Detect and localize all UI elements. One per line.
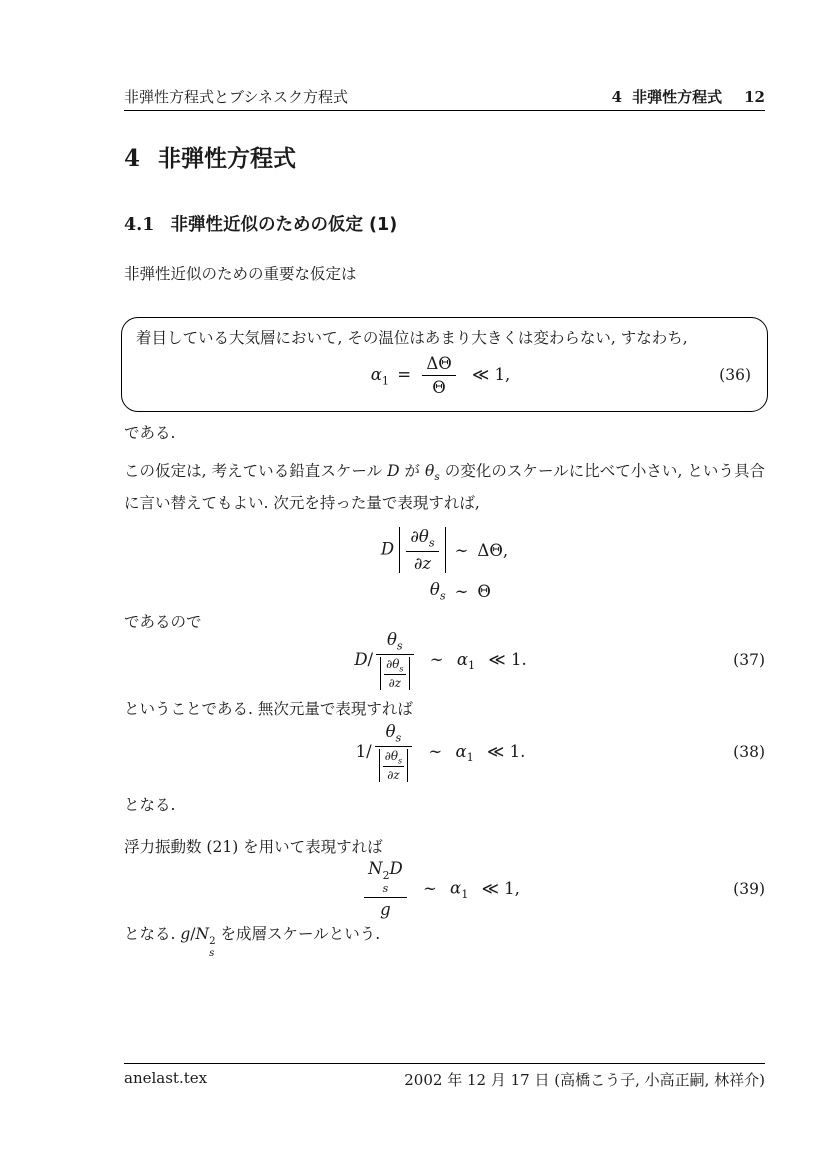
header-right: [612, 86, 765, 107]
equation-tag-36: (36): [719, 366, 751, 384]
equation-37-math: D/ $\theta_s$ $\partial\theta_s$ ∂z ∼ $\alpha_1$ ≪ 1.: [354, 629, 527, 691]
fraction: N 2 s D g: [364, 859, 407, 919]
paragraph-tonaru: となる.: [124, 796, 176, 814]
header-left-title: 非弾性方程式とブシネスク方程式: [124, 88, 348, 106]
small-fraction: $\partial\theta_s$ ∂z: [384, 748, 403, 783]
subsection-title: 非弾性近似のための仮定 (1): [170, 215, 398, 235]
section-heading: [124, 140, 765, 173]
footer-rule: [124, 1063, 765, 1064]
equation-36: [136, 349, 753, 401]
header-rule: [124, 110, 765, 111]
section-number: 4: [124, 145, 141, 172]
paragraph-closing: となる. g/N 2 s を成層スケールという.: [124, 925, 381, 959]
header-section-title: 非弾性方程式: [632, 88, 723, 106]
assumption-box-text: 着目している大気層において, その温位はあまり大きくは変わらない, すなわち,: [136, 329, 688, 347]
paragraph-intro: 非弾性近似のための重要な仮定は: [124, 265, 357, 283]
var-N: N: [195, 925, 210, 943]
page-footer: [124, 1069, 765, 1090]
equation-tag-39: (39): [733, 880, 765, 898]
sup-sub-stack: 2 s: [382, 869, 390, 895]
fraction: $\frac{\Delta\Theta}{\Theta}$: [422, 354, 455, 397]
subsection-heading: [124, 211, 765, 236]
var-D: D: [387, 462, 400, 480]
equation-tag-38: (38): [733, 743, 765, 761]
section-title: 非弾性方程式: [158, 146, 297, 172]
paragraph-toiukoto: ということである. 無次元量で表現すれば: [124, 700, 413, 718]
paragraph-assumption: この仮定は, 考えている鉛直スケール D が $\theta_s$ の変化のスケールに比べて小さい, という具合に言い替えてもよい. 次元を持った量で表現すれば,: [124, 462, 765, 513]
paragraph-buoyancy: 浮力振動数 (21) を用いて表現すれば: [124, 838, 383, 856]
absolute-value: [380, 657, 409, 690]
scale-relations: [124, 527, 765, 603]
scale-relation-row-2: $\theta_s$ ∼ Θ: [429, 580, 491, 603]
sup-sub-stack: 2 s: [209, 936, 216, 959]
equation-39: [124, 858, 765, 920]
equation-36-math: $\alpha_1$ = $\frac{\Delta\Theta}{\Theta}$ ≪ 1,: [370, 353, 511, 397]
scale-relation-row-1: D $\frac{\partial\theta_s}{\partial z}$ ∼ ΔΘ,: [380, 527, 509, 574]
page-header: [124, 86, 765, 107]
var-g: g: [180, 925, 191, 943]
small-fraction: $\partial\theta_s$ ∂z: [386, 656, 404, 691]
header-section-number: 4: [611, 88, 623, 106]
fraction: $\theta_s$ $\partial\theta_s$ ∂z: [375, 722, 412, 783]
equation-38: [124, 721, 765, 783]
equation-39-math: N 2 s D g ∼ $\alpha_1$ ≪ 1,: [361, 859, 528, 919]
absolute-value: [399, 527, 445, 573]
var-theta-s: θ: [425, 462, 435, 480]
equation-38-math: 1/ $\theta_s$ $\partial\theta_s$ ∂z ∼ $\alpha_1$ ≪ 1.: [355, 721, 526, 783]
equation-tag-37: (37): [733, 651, 765, 669]
absolute-value: [379, 749, 408, 782]
fraction: $\frac{\partial\theta_s}{\partial z}$: [406, 527, 438, 573]
header-page-number: 12: [744, 88, 765, 106]
fraction: $\theta_s$ $\partial\theta_s$ ∂z: [376, 630, 413, 691]
equation-37: [124, 629, 765, 691]
footer-date-authors: 2002 年 12 月 17 日 (高橋こう子, 小高正嗣, 林祥介): [404, 1071, 765, 1089]
paragraph-dearunode: であるので: [124, 613, 202, 631]
subsection-number: 4.1: [124, 215, 155, 235]
paragraph-dearu: である.: [124, 424, 176, 442]
alpha-symbol: α: [370, 364, 382, 384]
assumption-box: [121, 317, 768, 412]
footer-filename: anelast.tex: [124, 1069, 208, 1087]
